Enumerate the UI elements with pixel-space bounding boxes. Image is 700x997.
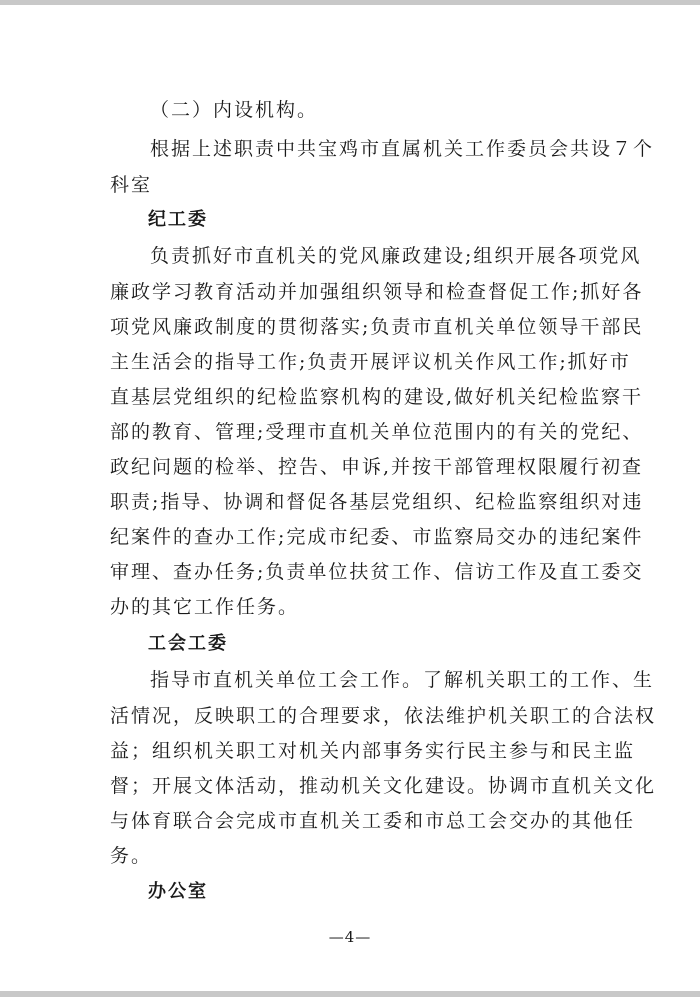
paragraph-line: 职责;指导、协调和督促各基层党组织、纪检监察组织对违	[110, 491, 644, 513]
paragraph-line: 与体育联合会完成市直机关工委和市总工会交办的其他任	[110, 810, 636, 832]
section-heading-office: 办公室	[148, 881, 208, 902]
section-title: （二）内设机构。	[150, 99, 319, 121]
intro-line: 根据上述职责中共宝鸡市直属机关工作委员会共设７个	[150, 138, 655, 160]
paragraph-line: 指导市直机关单位工会工作。了解机关职工的工作、生	[150, 669, 655, 691]
page-bottom-edge	[0, 991, 700, 997]
paragraph-line: 益；组织机关职工对机关内部事务实行民主参与和民主监	[110, 740, 636, 762]
section-heading-discipline: 纪工委	[148, 209, 208, 230]
paragraph-line: 政纪问题的检举、控告、申诉,并按干部管理权限履行初查	[110, 456, 644, 478]
paragraph-line: 办的其它工作任务。	[110, 596, 300, 618]
paragraph-line: 纪案件的查办工作;完成市纪委、市监察局交办的违纪案件	[110, 526, 644, 548]
paragraph-line: 务。	[110, 845, 153, 867]
page-number: —4—	[328, 928, 372, 946]
section-heading-union: 工会工委	[148, 633, 228, 654]
paragraph-line: 主生活会的指导工作;负责开展评议机关作风工作;抓好市	[110, 351, 631, 373]
paragraph-line: 审理、查办任务;负责单位扶贫工作、信访工作及直工委交	[110, 561, 644, 583]
paragraph-line: 督；开展文体活动，推动机关文化建设。协调市直机关文化	[110, 775, 657, 797]
paragraph-line: 项党风廉政制度的贯彻落实;负责市直机关单位领导干部民	[110, 316, 644, 338]
paragraph-line: 部的教育、管理;受理市直机关单位范围内的有关的党纪、	[110, 421, 644, 443]
paragraph-line: 活情况，反映职工的合理要求，依法维护机关职工的合法权	[110, 705, 657, 727]
intro-line: 科室	[110, 174, 153, 196]
paragraph-line: 直基层党组织的纪检监察机构的建设,做好机关纪检监察干	[110, 386, 644, 408]
paragraph-line: 廉政学习教育活动并加强组织领导和检查督促工作;抓好各	[110, 281, 644, 303]
paragraph-line: 负责抓好市直机关的党风廉政建设;组织开展各项党风	[150, 245, 642, 267]
